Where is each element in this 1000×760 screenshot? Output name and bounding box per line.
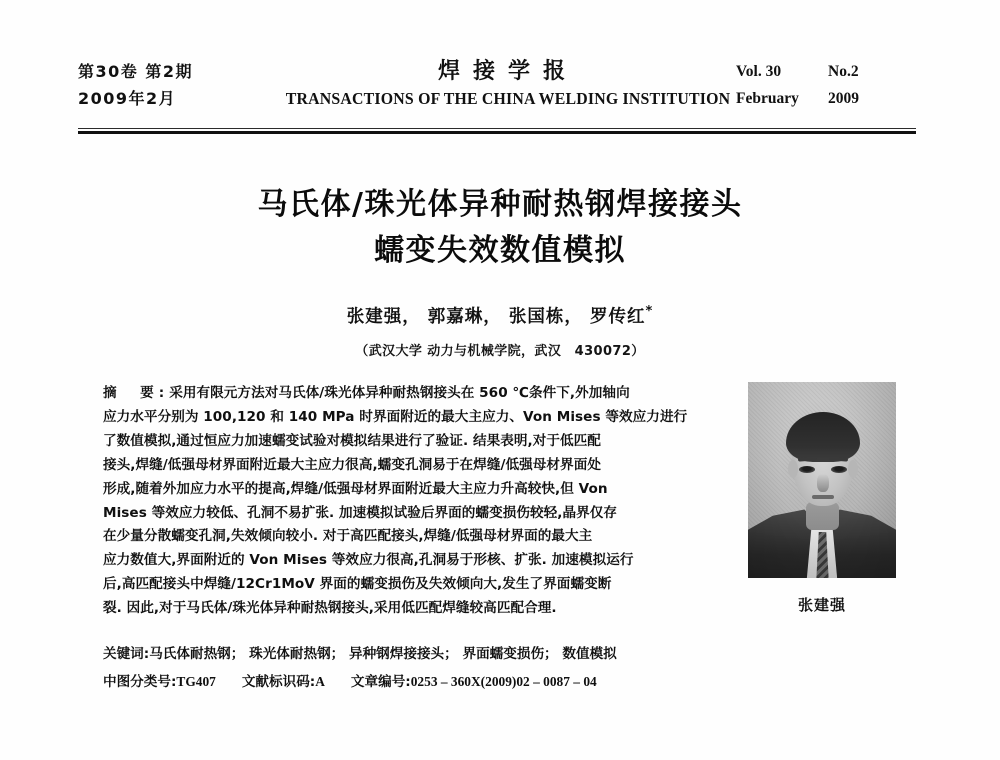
masthead-right (736, 58, 916, 112)
keywords-and-classification (103, 641, 723, 696)
clc-value: TG407 (176, 674, 216, 689)
corresponding-author-mark: * (645, 304, 654, 320)
abstract-line (103, 382, 703, 406)
abstract-line: 接头,焊缝/低强母材界面附近最大主应力很高,蠕变孔洞易于在焊缝/低强母材界面处 (103, 456, 601, 473)
author-list (0, 303, 1000, 328)
abstract-line: 应力水平分别为 100,120 和 140 MPa 时界面附近的最大主应力、Von Mises 等效应力进行 (103, 408, 688, 425)
article-id-value: 0253 – 360X(2009)02 – 0087 – 04 (410, 674, 597, 689)
journal-title-cn: 焊接学报 (437, 59, 578, 84)
clc-label: 中图分类号: (103, 674, 177, 690)
volume-en: Vol. 30 (736, 63, 782, 80)
author-portrait-block (748, 382, 896, 615)
abstract-line: 在少量分散蠕变孔洞,失效倾向较小. 对于高匹配接头,焊缝/低强母材界面的最大主 (103, 528, 593, 545)
journal-title-en: TRANSACTIONS OF THE CHINA WELDING INSTITUTION (285, 89, 731, 108)
abstract-line: 了数值模拟,通过恒应力加速蠕变试验对模拟结果进行了验证. 结果表明,对于低匹配 (103, 432, 601, 449)
document-code-value: A (315, 674, 325, 689)
keywords-label: 关键词: (103, 646, 150, 662)
classification-line (103, 668, 723, 696)
month-en: February (736, 90, 799, 107)
author-names: 张建强， 郭嘉琳， 张国栋， 罗传红 (346, 307, 646, 327)
abstract-line: 后,高匹配接头中焊缝/12Cr1MoV 界面的蠕变损伤及失效倾向大,发生了界面蠕变断 (103, 576, 612, 593)
date-en-row (736, 85, 916, 112)
abstract-label: 摘 要: (103, 385, 170, 401)
keywords-value: 马氏体耐热钢； 珠光体耐热钢； 异种钢焊接接头； 界面蠕变损伤； 数值模拟 (149, 646, 617, 662)
divider-thick-line (78, 131, 916, 134)
abstract-line: 形成,随着外加应力水平的提高,焊缝/低强母材界面附近最大主应力升高较快,但 Von (103, 480, 608, 497)
volume-issue-en-row (736, 58, 916, 85)
portrait-vignette (748, 382, 896, 578)
issue-en: No.2 (828, 63, 859, 80)
masthead (78, 58, 916, 120)
keywords-line (103, 641, 723, 668)
volume-issue-cn: 第30卷 第2期 (78, 62, 193, 81)
abstract-line: Mises 等效应力较低、孔洞不易扩张. 加速模拟试验后界面的蠕变损伤较轻,晶界仅存 (103, 504, 618, 521)
masthead-divider (78, 128, 916, 134)
masthead-center (268, 58, 748, 112)
abstract-line: 应力数值大,界面附近的 Von Mises 等效应力很高,孔洞易于形核、扩张. 加速模拟运行 (103, 552, 634, 569)
article-id-label: 文章编号: (350, 674, 411, 690)
portrait-caption: 张建强 (797, 596, 846, 614)
masthead-left (78, 58, 278, 112)
abstract-line: 裂. 因此,对于马氏体/珠光体异种耐热钢接头,采用低匹配焊缝较高匹配合理. (103, 600, 557, 617)
divider-thin-line (78, 128, 916, 129)
document-code-label: 文献标识码: (241, 674, 316, 690)
publication-date-cn: 2009年2月 (78, 89, 177, 108)
year-en: 2009 (828, 90, 859, 107)
abstract-text: 采用有限元方法对马氏体/珠光体异种耐热钢接头在 560 ℃条件下,外加轴向 (169, 385, 630, 401)
author-portrait-photo (748, 382, 896, 578)
author-affiliation: （武汉大学 动力与机械学院，武汉 430072） (355, 344, 645, 359)
article-title-line-1: 马氏体/珠光体异种耐热钢焊接接头 (257, 187, 743, 222)
abstract-block (103, 382, 703, 621)
article-title-line-2: 蠕变失效数值模拟 (374, 233, 626, 268)
article-title (0, 182, 1000, 274)
